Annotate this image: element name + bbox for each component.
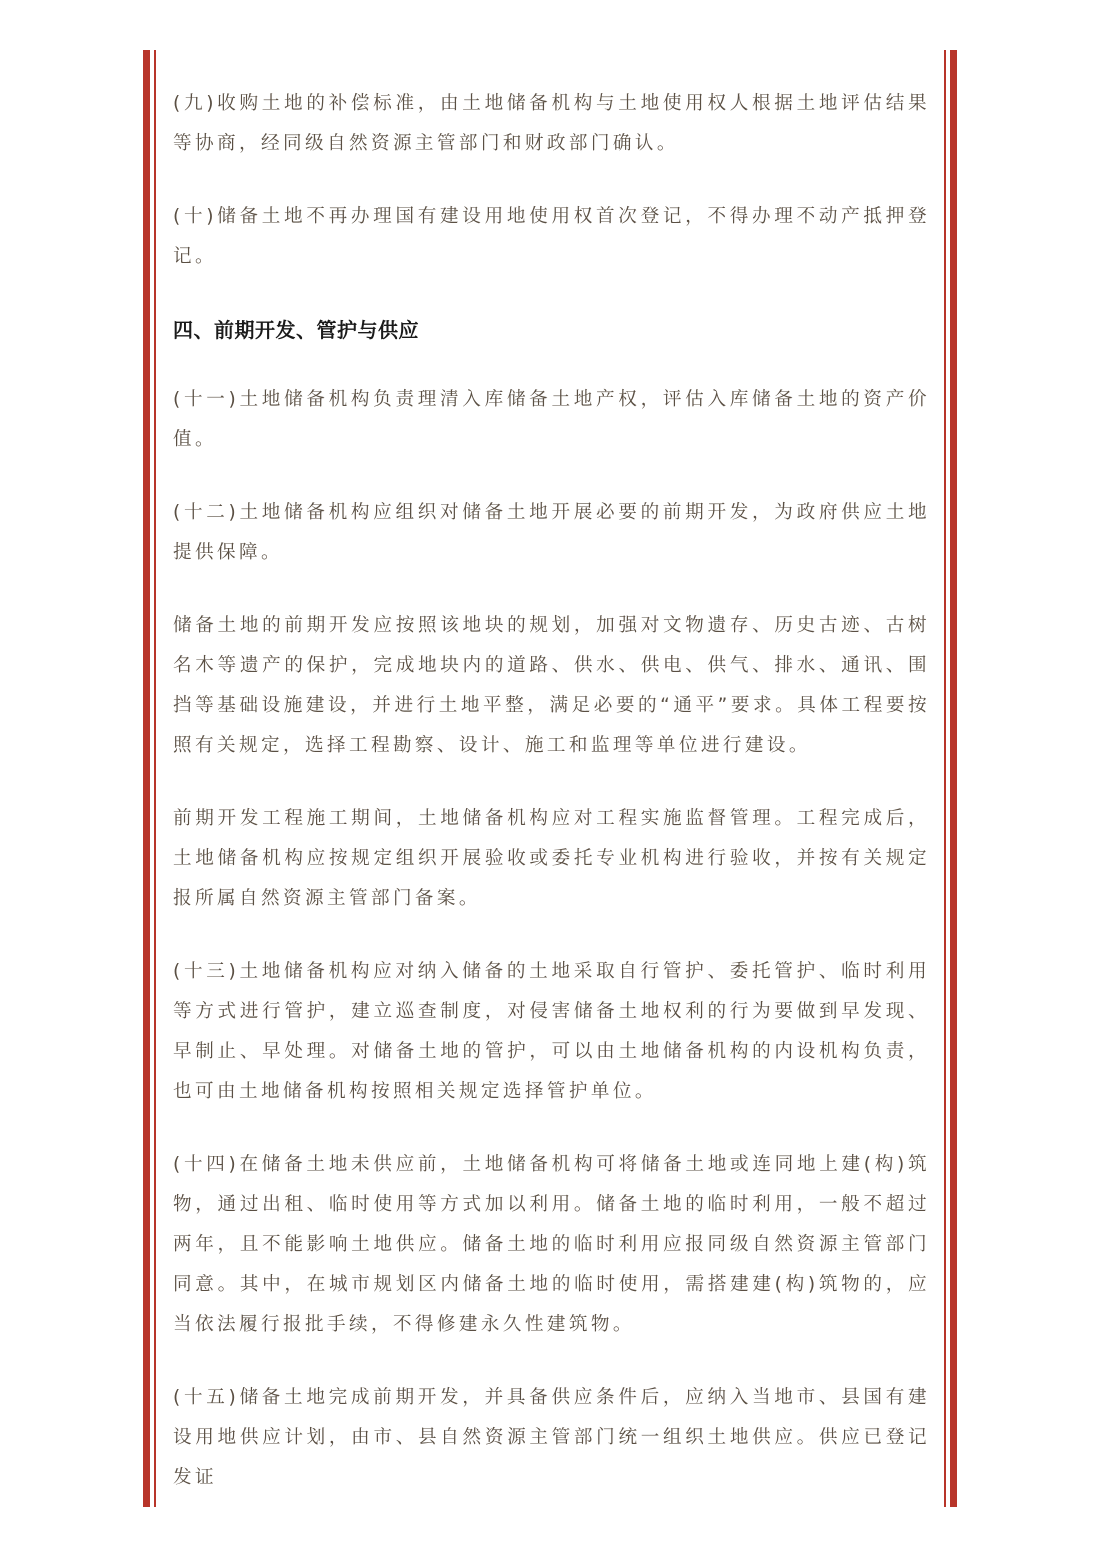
paragraph-12-development: 储备土地的前期开发应按照该地块的规划，加强对文物遗存、历史古迹、古树名木等遗产的保护，完成地块内的道路、供水、供电、供气、排水、通讯、围挡等基础设施建设，并进行土地平整，满足必要的“通平”要求。具体工程要按照有关规定，选择工程勘察、设计、施工和监理等单位进行建设。 <box>173 615 930 756</box>
paragraph-10: (十)储备土地不再办理国有建设用地使用权首次登记，不得办理不动产抵押登记。 <box>173 206 930 267</box>
paragraph-12: (十二)土地储备机构应组织对储备土地开展必要的前期开发，为政府供应土地提供保障。 <box>173 502 930 563</box>
left-border-thin <box>154 50 156 1507</box>
right-border-thick <box>950 50 957 1507</box>
left-border-thick <box>143 50 150 1507</box>
paragraph-9: (九)收购土地的补偿标准，由土地储备机构与土地使用权人根据土地评估结果等协商，经同级自然资源主管部门和财政部门确认。 <box>173 93 930 154</box>
paragraph-14: (十四)在储备土地未供应前，土地储备机构可将储备土地或连同地上建(构)筑物，通过出租、临时使用等方式加以利用。储备土地的临时利用，一般不超过两年，且不能影响土地供应。储备土地的临时利用应报同级自然资源主管部门同意。其中，在城市规划区内储备土地的临时使用，需搭建建(构)筑物的，应当依法履行报批手续，不得修建永久性建筑物。 <box>173 1154 930 1335</box>
paragraph-11: (十一)土地储备机构负责理清入库储备土地产权，评估入库储备土地的资产价值。 <box>173 389 930 450</box>
paragraph-13: (十三)土地储备机构应对纳入储备的土地采取自行管护、委托管护、临时利用等方式进行管护，建立巡查制度，对侵害储备土地权利的行为要做到早发现、早制止、早处理。对储备土地的管护，可以由土地储备机构的内设机构负责，也可由土地储备机构按照相关规定选择管护单位。 <box>173 961 930 1102</box>
paragraph-12-supervision: 前期开发工程施工期间，土地储备机构应对工程实施监督管理。工程完成后，土地储备机构应按规定组织开展验收或委托专业机构进行验收，并按有关规定报所属自然资源主管部门备案。 <box>173 808 930 909</box>
article-body <box>173 84 930 1531</box>
section-heading-4: 四、前期开发、管护与供应 <box>173 318 419 342</box>
right-border-thin <box>944 50 946 1507</box>
paragraph-15: (十五)储备土地完成前期开发，并具备供应条件后，应纳入当地市、县国有建设用地供应计划，由市、县自然资源主管部门统一组织土地供应。供应已登记发证 <box>173 1387 930 1488</box>
